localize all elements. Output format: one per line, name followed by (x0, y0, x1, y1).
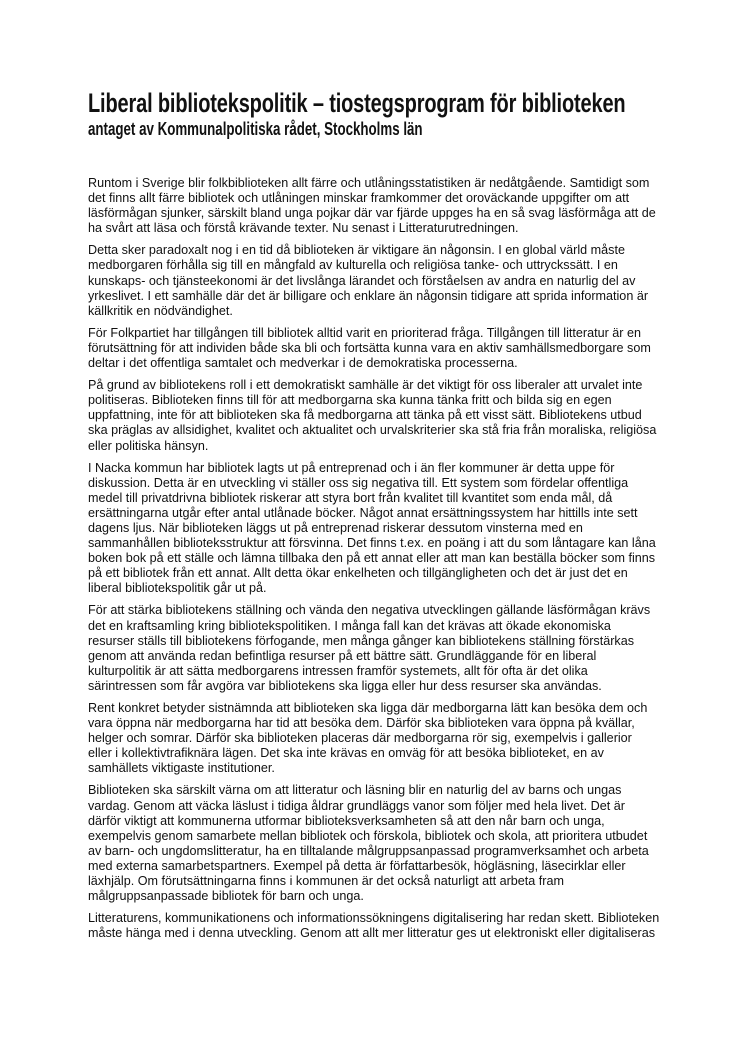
paragraph (88, 603, 688, 694)
paragraph (88, 243, 688, 318)
paragraph (88, 911, 688, 941)
text-line: sammanhållen biblioteksstruktur att försvinna. Det finns t.ex. en poäng i att du som låntagare kan låna (88, 536, 656, 551)
text-line: exempelvis genom samarbete mellan bibliotek och förskola, bibliotek och skola, att prioritera utbudet (88, 828, 648, 843)
text-line: kulturpolitik är att sätta medborgarens intressen framför systemets, allt för ofta är det olika (88, 663, 588, 678)
text-line: medborgaren förhålla sig till en mångfald av kulturella och religiösa tanke- och uttryckssätt. I en (88, 258, 618, 273)
text-line: boken bok på ett ställe och lämna tillbaka den på ett annat eller att man kan beställa böcker som finns (88, 551, 656, 566)
paragraph (88, 176, 688, 236)
text-line: på ett bibliotek från ett annat. Allt detta ökar enkelheten och tillgängligheten och det är just det en (88, 566, 628, 581)
text-line: eller i kollektivtrafiknära lägen. Det ska inte krävas en omväg för att besöka biblioteket, en av (88, 746, 604, 761)
text-line: medel till privatdrivna bibliotek riskerar att styra bort från kvalitet till kvantitet som enda mål, då (88, 490, 613, 505)
text-line: läxhjälp. Om förutsättningarna finns i kommunen är det också naturligt att arbeta fram (88, 874, 564, 889)
text-line: helger och somrar. Därför ska biblioteken placeras där medborgarna rör sig, exempelvis i gallerior (88, 731, 632, 746)
text-line: det finns allt färre bibliotek och utlåningen minskar framkommer det oroväckande uppgifter om att (88, 191, 630, 206)
text-line: Biblioteken ska särskilt värna om att litteratur och läsning blir en naturlig del av barns och ungas (88, 783, 622, 798)
text-line: liberal bibliotekspolitik går ut på. (88, 581, 267, 596)
paragraph (88, 461, 688, 597)
document-title: Liberal bibliotekspolitik – tiostegsprogram för biblioteken (88, 88, 626, 118)
text-line: särintressen som får avgöra var bibliotekens ska ligga eller hur dess resurser ska användas. (88, 678, 602, 693)
text-line: Litteraturens, kommunikationens och informationssökningens digitalisering har redan skett. Biblioteken (88, 911, 660, 926)
text-line: läsförmågan sjunker, särskilt bland unga pojkar där var fjärde uppges ha en så svag läsförmåga att de (88, 206, 656, 221)
text-line: yrkeslivet. I ett samhälle där det är billigare och enklare än någonsin tidigare att sprida information är (88, 288, 649, 303)
text-line: Runtom i Sverige blir folkbiblioteken allt färre och utlåningsstatistiken är nedåtgående. Samtidigt som (88, 176, 650, 190)
paragraph (88, 783, 688, 904)
text-line: det en kraftsamling kring bibliotekspolitiken. I många fall kan det krävas att ökade ekonomiska (88, 618, 611, 633)
text-line: Detta sker paradoxalt nog i en tid då biblioteken är viktigare än någonsin. I en global värld måste (88, 243, 625, 258)
paragraph (88, 701, 688, 776)
text-line: ersättningarna utgår efter antal utlånade böcker. Något annat ersättningssystem har hittills inte sett (88, 505, 638, 520)
text-line: ska präglas av allsidighet, kvalitet och aktualitet och urvalskriterier ska stå fria från moraliska, religiösa (88, 423, 657, 438)
paragraph (88, 378, 688, 453)
text-line: förutsättning för att individen både ska bli och fortsätta kunna vara en aktiv samhällsmedborgare som (88, 340, 651, 355)
text-line: måste hänga med i denna utveckling. Genom att allt mer litteratur ges ut elektroniskt eller digitaliseras (88, 926, 655, 941)
text-line: målgruppsanpassade bibliotek för barn och unga. (88, 889, 364, 904)
text-line: därför viktigt att kommunerna utformar biblioteksverksamheten så att den når barn och unga, (88, 813, 605, 828)
text-line: uppfattning, inte för att biblioteken ska få medborgarna att tänka på ett visst sätt. Bibliotekens utbud (88, 408, 642, 423)
text-line: deltar i det offentliga samtalet och medverkar i de demokratiska processerna. (88, 356, 518, 371)
paragraph (88, 326, 688, 371)
text-line: samhällets viktigaste institutioner. (88, 761, 275, 776)
document-body (88, 176, 688, 948)
text-line: kunskaps- och tjänsteekonomi är det livslånga lärandet och förståelsen av andra en naturlig del av (88, 273, 636, 288)
text-line: För Folkpartiet har tillgången till bibliotek alltid varit en prioriterad fråga. Tillgången till litteratur är en (88, 325, 641, 340)
text-line: Rent konkret betyder sistnämnda att biblioteken ska ligga där medborgarna lätt kan besöka dem och (88, 701, 648, 715)
text-line: diskussion. Detta är en utveckling vi ställer oss sig negativa till. Ett system som fördelar offentliga (88, 475, 629, 490)
text-line: resurser ställs till bibliotekens förfogande, men många gånger kan bibliotekens ställning förstärkas (88, 633, 635, 648)
text-line: dagens ljus. När biblioteken läggs ut på entreprenad riskerar dessutom vinsterna med en (88, 520, 583, 535)
text-line: vardag. Genom att väcka läslust i tidiga åldrar grundläggs vanor som följer med hela livet. Det är (88, 798, 625, 813)
text-line: I Nacka kommun har bibliotek lagts ut på entreprenad och i än fler kommuner är detta uppe för (88, 460, 615, 475)
text-line: källkritik en nödvändighet. (88, 303, 233, 318)
text-line: På grund av bibliotekens roll i ett demokratiskt samhälle är det viktigt för oss liberaler att urvalet inte (88, 378, 643, 393)
text-line: För att stärka bibliotekens ställning och vända den negativa utvecklingen gällande läsförmågan krävs (88, 603, 651, 618)
text-line: vara öppna när medborgarna har tid att besöka dem. Därför ska biblioteken vara öppna på kvällar, (88, 716, 635, 731)
text-line: med externa samarbetspartners. Exempel på detta är författarbesök, högläsning, läsecirklar eller (88, 858, 626, 873)
text-line: eller politiska hänsyn. (88, 438, 209, 453)
text-line: av barn- och ungdomslitteratur, ha en tilltalande målgruppsanpassad programverksamhet och arbeta (88, 843, 649, 858)
document-subtitle: antaget av Kommunalpolitiska rådet, Stockholms län (88, 118, 423, 139)
text-line: politiseras. Biblioteken finns till för att medborgarna ska kunna tänka fritt och bilda sig en egen (88, 393, 612, 408)
text-line: genom att använda redan befintliga resurser på ett bättre sätt. Grundläggande för en liberal (88, 648, 597, 663)
text-line: ha svårt att läsa och förstå krävande texter. Nu senast i Litteraturutredningen. (88, 221, 519, 236)
